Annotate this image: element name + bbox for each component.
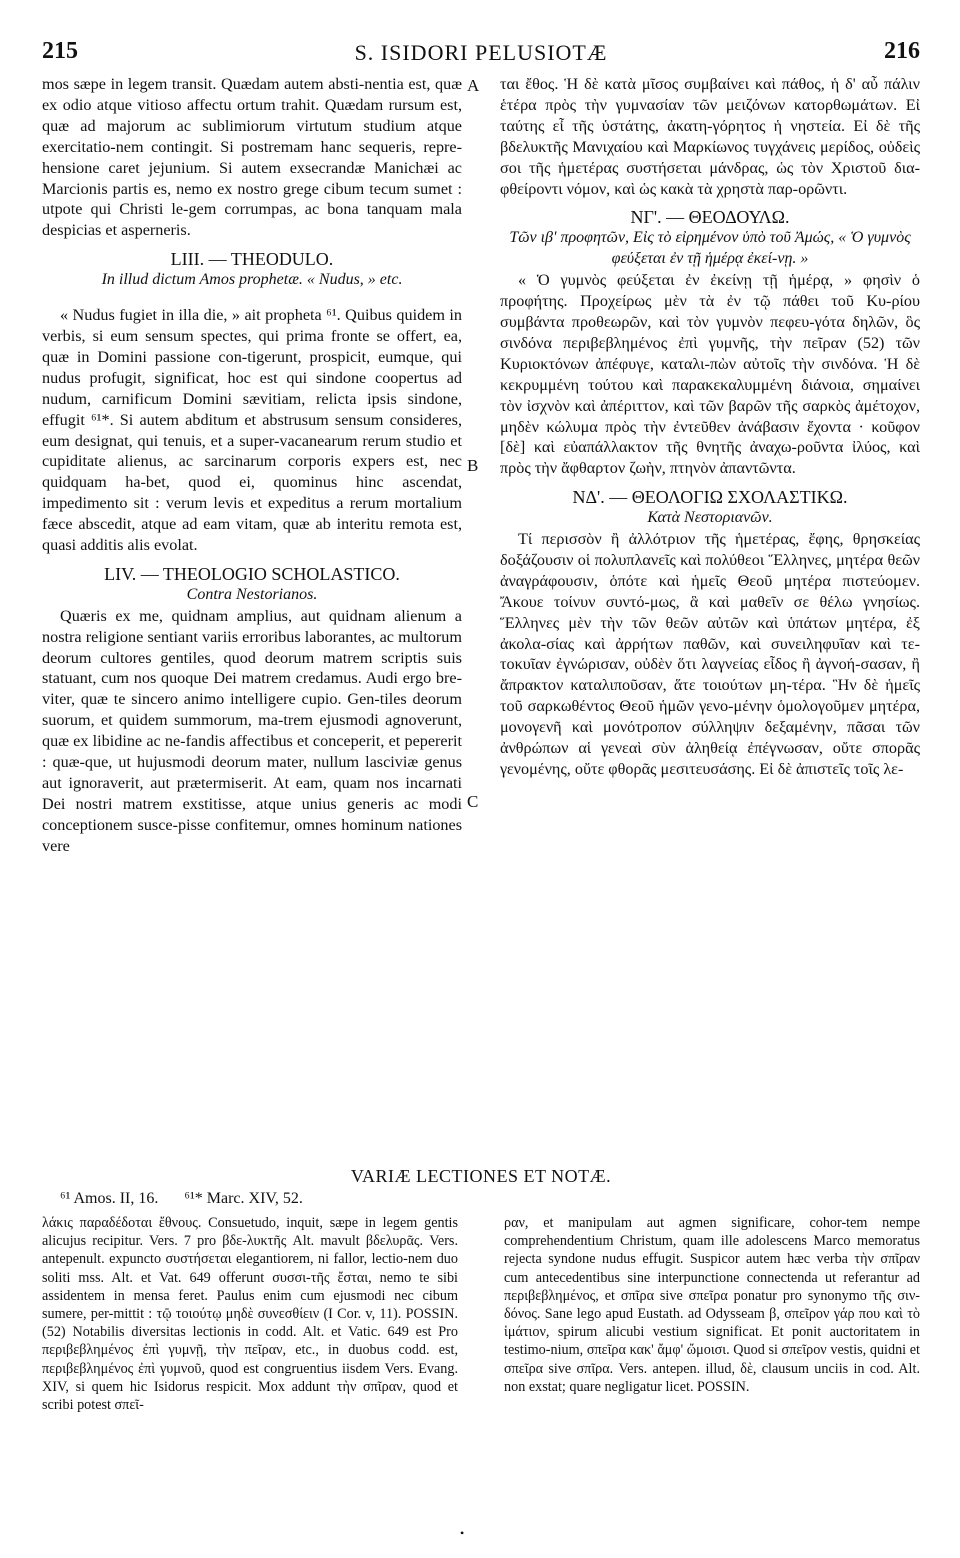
latin-section-54-title: LIV. — THEOLOGIO SCHOLASTICO. <box>104 563 400 584</box>
footer-mark: • <box>460 1526 465 1540</box>
margin-marker-a: A <box>467 76 480 95</box>
greek-column <box>500 74 920 780</box>
latin-section-54-body: Quæris ex me, quidnam amplius, aut quidnam alienum a nostra religione sentiant variis erroribus laborantes, ac multorum deorum cultores gentiles, quod deorum matrem scriptis suis statuant, cum nos quoque Dei matrem credamus. Audi ergo bre-viter, quæ te sincero animo intelligere cupio. Gen-tiles deorum suorum, et quidem summorum, ma-trem ejusmodi agnoverunt, quæ ex libidine ac ne-fandis affectibus et conceperit, et pepererit : quæ-que, ut hujusmodi deorum mater, nullum lasciviæ genus aut ignoraverit, aut prætermiserit. At eam, quam nos incarnati Dei nostri matrem exstitisse, atque unius generis ac modi conceptionem susce-pisse confitemur, omnes hominum nationes vere <box>42 606 462 855</box>
page <box>42 38 920 1538</box>
margin-marker-b: B <box>467 456 479 475</box>
latin-intro-paragraph: mos sæpe in legem transit. Quædam autem absti-nentia est, quæ ex odio atque vitioso affectu ortum trahit. Quædam rursum est, quæ ad majorum ac sublimiorum virtutum studium atque exercitatio-nem contingit. Si postremam hanc sequeris, repre-hensione caret jejunium. Si autem exsecrandæ Manichæi ac Marcionis partis es, nemo ex nostro grege cibum tecum sumet : utpote qui Christi le-gem corrumpas, ac bona tanquam mala despicias et asperneris. <box>42 75 462 240</box>
page-number-right: 216 <box>884 38 920 64</box>
page-number-left: 215 <box>42 38 78 64</box>
running-title: S. ISIDORI PELUSIOTÆ <box>354 40 608 65</box>
latin-section-54-subtitle: Contra Nestorianos. <box>186 585 318 603</box>
greek-section-53-body: « Ὁ γυμνὸς φεύξεται ἐν ἐκείνῃ τῇ ἡμέρᾳ, » φησὶν ὁ προφήτης. Προχείρως μὲν τὰ ἐν τῷ πάθει τοῦ Κυ-ρίου συμβάντα προθεωρῶν, καὶ τὸν γυμνὸν πεφευ-γότα δηλῶν, ὃς σινδόνα περιβεβλημένος ἐπὶ γυμνῆς, τὴν πεῖραν (52) τῶν Κυριοκτόνων ἀπέφυγε, καταλι-πὼν αὐτοῖς τὴν σινδόνα. Ἡ δὲ κεκρυμμένη τούτου καὶ παρακεκαλυμμένη διάνοια, σημαίνει τὸν ἰσχνὸν καὶ ἀπέριττον, καὶ τῶν βαρῶν τῆς σαρκὸς ἀμέτοχον, μηδὲν κώλυμα πρὸς τὴν ἐντεῦθεν ἀνάβασιν ἔχοντα · κοῦφον [δὲ] καὶ εὐαπάλλακτον τῆς θνητῆς ἀναχω-ροῦντα ἰλύος, καὶ πρὸς τὴν ἄφθαρτον ζωὴν, πτηνὸν ἀπαντῶντα. <box>500 271 920 478</box>
margin-marker-c: C <box>467 792 479 811</box>
greek-section-54-body: Τί περισσὸν ἢ ἀλλότριον τῆς ἡμετέρας, ἔφης, θρησκείας δοξάζουσιν οἱ πολυπλανεῖς καὶ πολύθεοι Ἕλληνες, μητέρα θεῶν ἀναγράφουσιν, ὁπότε καὶ ἡμεῖς Θεοῦ μητέρα πιστεύομεν. Ἄκουε τοίνυν συντό-μως, ἃ καὶ μαθεῖν σε θέλω γνησίως. Ἕλληνες μὲν τὴν τῶν θεῶν αὐτῶν καὶ ὑπάτων μητέρα, ἐξ ἀκολα-σίας καὶ ἀρρήτων παθῶν, καὶ συνειληφυῖαν καὶ τε-τοκυῖαν ἐγνώρισαν, οὐδὲν ὅτι λαγνείας εἶδος ἢ ἀγνοή-σασαν, ἢ ἄπρακτον καταλιποῦσαν, ἅτε τοιούτων μη-τέρα. Ἣν δὲ ἡμεῖς τοῦ σαρκωθέντος Θεοῦ ἡμῶν γενο-μένην ὁμολογοῦμεν μητέρα, μονογενῆ καὶ μονότροπον σύλληψιν δεξαμένην, πᾶσαι τῶν ἀνθρώπων αἱ γενεαὶ σὺν ἀληθείᾳ ἐπέγνωσαν, οὔτε σπορᾶς γενομένης, οὔτε φθορᾶς μεσιτευσάσης. Εἰ δὲ ἀπιστεῖς τοῖς λε- <box>500 530 920 778</box>
latin-column <box>42 74 462 857</box>
notes-column-right: ραν, et manipulam aut agmen significare, cohor-tem nempe comprehendentium Christum, quam ille adolescens Marco memoratus rejecta syndone nudus effugit. Suspicor autem hæc verba τὴν σπῖραν cum antecedentibus sine interpunctione connectenda ut referantur ad περιβεβλημένος, et σπῖρα sive σπεῖρα ponatur pro synonymo τῆς σιν-δόνος. Sane lego apud Eustath. ad Odysseam β, σπεῖρον γάρ που καὶ τὸ ἱμάτιον, spirum alicubi vestium significat. Et ponit auctoritatem in testimo-nium, σπεῖρα κακ' ἄμφ' ὤμοισι. Quod si σπεῖρον vestis, quidni et σπεῖρα sive σπῖρα. Vers. antepen. illud, δὲ, clausum unciis in cod. Alt. non exstat; quare negligatur licet. POSSIN. <box>504 1215 920 1395</box>
page-header <box>42 38 920 78</box>
greek-intro-paragraph: ται ἔθος. Ἡ δὲ κατὰ μῖσος συμβαίνει καὶ πάθος, ἡ δ' αὖ πάλιν ἑτέρα πρὸς τὴν γυμνασίαν τῶν μειζόνων κατορθωμάτων. Εἰ ταύτης εἶ τῆς ὑστάτης, ἀκατη-γόρητος ἡ νηστεία. Εἰ δὲ τῆς βδελυκτῆς Μανιχαίου καὶ Μαρκίωνος τυγχάνεις μερίδος, οὐδεὶς σοι τῆς ἡμετέρας συστήσεται μάνδρας, ὡς τὸν Χριστοῦ δια-φθείροντι νόμον, καὶ ὡς κακὰ τὰ χρηστὰ παρ-ορῶντι. <box>500 75 920 198</box>
greek-section-54-subtitle: Κατὰ Νεστοριανῶν. <box>647 509 773 527</box>
latin-section-53-subtitle: In illud dictum Amos prophetæ. « Nudus, » etc. <box>101 271 403 289</box>
greek-section-54-title: ΝΔ'. — ΘΕΟΛΟΓΙΩ ΣΧΟΛΑΣΤΙΚΩ. <box>572 487 848 508</box>
notes-title: VARIÆ LECTIONES ET NOTÆ. <box>350 1166 612 1186</box>
note-reference-61-star: ⁶¹* Marc. XIV, 52. <box>184 1190 303 1207</box>
note-reference-61: ⁶¹ Amos. II, 16. <box>60 1190 159 1207</box>
latin-section-53-body: « Nudus fugiet in illa die, » ait propheta ⁶¹. Quibus quidem in verbis, si eum sensum spectes, qui prima fronte se offert, ea, quæ in Domini passione con-tigerunt, prospicit, eumque, qui nudus profugit, significat, hoc est qui sindone coopertus ad nudum, carnificum Domini sævitiam, relicta ipsis sindone, effugit ⁶¹*. Si autem abditum et abstrusum sensum consideres, eum designat, qui tenuis, et a super-vacanearum rerum studio et cupiditate alienus, ac sarcinarum corporis expers est, nec quidquam ha-bet, quod ei, quominus hinc ascendat, impedimento sit : verum levis et expeditus a rerum mortalium fæce abscedit, atque ad eam vitam, quæ ab interitu remota est, quasi additis alis evolat. <box>42 306 462 555</box>
notes-column-left: λάκις παραδέδοται ἔθνους. Consuetudo, inquit, sæpe in legem gentis alicujus recipitur. Vers. 7 pro βδε-λυκτῆς Alt. mavult βδελυρᾶς. Vers. antepenult. expuncto συστήσεται elegantiorem, ni fallor, lectio-nem duo soliti mss. Alt. et Vat. 649 offerunt συσσι-τῆς ἔσται, nemo te sibi assidentem in mensa feret. Paulus enim cum ejusmodi nec cibum sumere, per-mittit : τῷ τοιούτῳ μηδὲ συνεσθίειν (I Cor. v, 11). POSSIN. (52) Notabilis diversitas lectionis in codd. Alt. et Vatic. 649 est Pro περιβεβλημένος ἐπὶ γυμνῇ, τὴν πεῖραν, etc., in duobus codd. est, περιβεβλημένος ἐπὶ γυμνοῦ, quod est congruentius iisdem Vers. Evang. XIV, si quem hic Isidorus respicit. Mox addunt τὴν σπῖραν, quod et scribi potest σπεῖ- <box>42 1215 458 1414</box>
notes-references <box>60 1190 325 1208</box>
greek-section-53-title: ΝΓ'. — ΘΕΟΔΟΥΛΩ. <box>630 207 790 228</box>
greek-section-53-subtitle: Τῶν ιβ' προφητῶν, Εἰς τὸ εἰρημένον ὑπὸ τοῦ Ἀμώς, « Ὁ γυμνὸς φεύξεται ἐν τῇ ἡμέρᾳ ἐκεί-νῃ. » <box>509 229 911 268</box>
latin-section-53-title: LIII. — THEODULO. <box>170 249 334 270</box>
